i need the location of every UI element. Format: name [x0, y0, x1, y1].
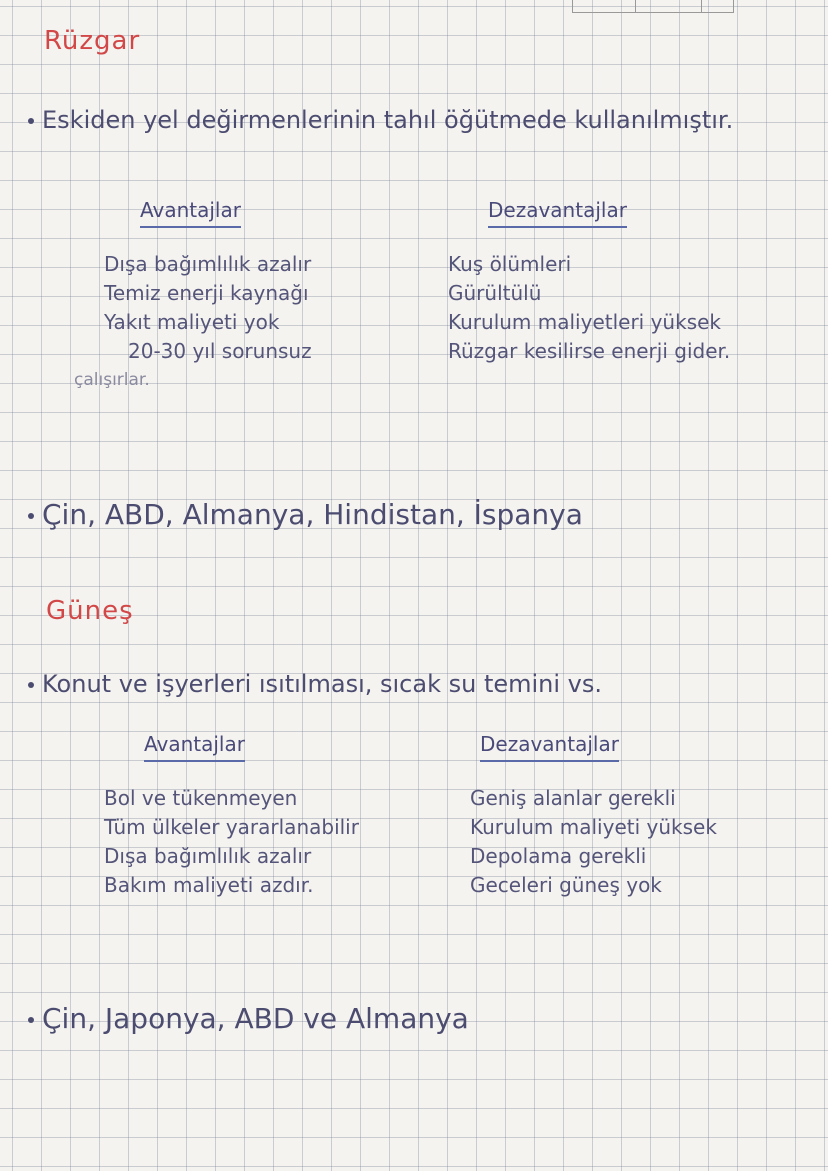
solar-disadvantages-title: Dezavantajlar: [480, 732, 619, 762]
solar-advantages-list: [104, 784, 424, 900]
list-item: Yakıt maliyeti yok: [104, 310, 280, 334]
bullet-dot-icon: [28, 682, 34, 688]
solar-disadvantages-list: [470, 784, 810, 900]
list-item: Bakım maliyeti azdır.: [104, 873, 314, 897]
list-item: Kurulum maliyetleri yüksek: [448, 310, 721, 334]
wind-countries-text: Çin, ABD, Almanya, Hindistan, İspanya: [42, 498, 583, 531]
wind-history-bullet: [28, 106, 733, 134]
solar-advantages-column: [104, 732, 424, 900]
binder-tabs: [572, 0, 734, 13]
list-item: 20-30 yıl sorunsuz: [128, 339, 312, 363]
section-heading-wind: Rüzgar: [44, 26, 141, 56]
wind-countries-bullet: [28, 498, 583, 531]
list-item: çalışırlar.: [74, 370, 150, 390]
list-item: Depolama gerekli: [470, 844, 647, 868]
wind-disadvantages-column: [448, 198, 808, 366]
list-item: Geniş alanlar gerekli: [470, 786, 676, 810]
section-heading-solar: Güneş: [46, 596, 134, 626]
wind-advantages-title: Avantajlar: [140, 198, 241, 228]
solar-countries-bullet: [28, 1002, 469, 1035]
list-item: Gürültülü: [448, 281, 542, 305]
list-item: Rüzgar kesilirse enerji gider.: [448, 339, 731, 363]
bullet-dot-icon: [28, 118, 34, 124]
list-item: Dışa bağımlılık azalır: [104, 844, 312, 868]
list-item: Dışa bağımlılık azalır: [104, 252, 312, 276]
list-item: Temiz enerji kaynağı: [104, 281, 309, 305]
solar-usage-text: Konut ve işyerleri ısıtılması, sıcak su temini vs.: [42, 670, 603, 698]
bullet-dot-icon: [28, 1017, 34, 1023]
list-item: Kurulum maliyeti yüksek: [470, 815, 717, 839]
list-item: Geceleri güneş yok: [470, 873, 662, 897]
list-item: Bol ve tükenmeyen: [104, 786, 298, 810]
wind-advantages-column: [74, 198, 404, 395]
wind-history-text: Eskiden yel değirmenlerinin tahıl öğütmede kullanılmıştır.: [42, 106, 734, 134]
solar-countries-text: Çin, Japonya, ABD ve Almanya: [42, 1002, 469, 1035]
solar-advantages-title: Avantajlar: [144, 732, 245, 762]
wind-advantages-list: [74, 250, 404, 395]
list-item: Kuş ölümleri: [448, 252, 572, 276]
wind-disadvantages-list: [448, 250, 808, 366]
solar-disadvantages-column: [470, 732, 810, 900]
list-item: Tüm ülkeler yararlanabilir: [104, 815, 359, 839]
wind-disadvantages-title: Dezavantajlar: [488, 198, 627, 228]
solar-usage-bullet: [28, 670, 602, 698]
bullet-dot-icon: [28, 513, 34, 519]
